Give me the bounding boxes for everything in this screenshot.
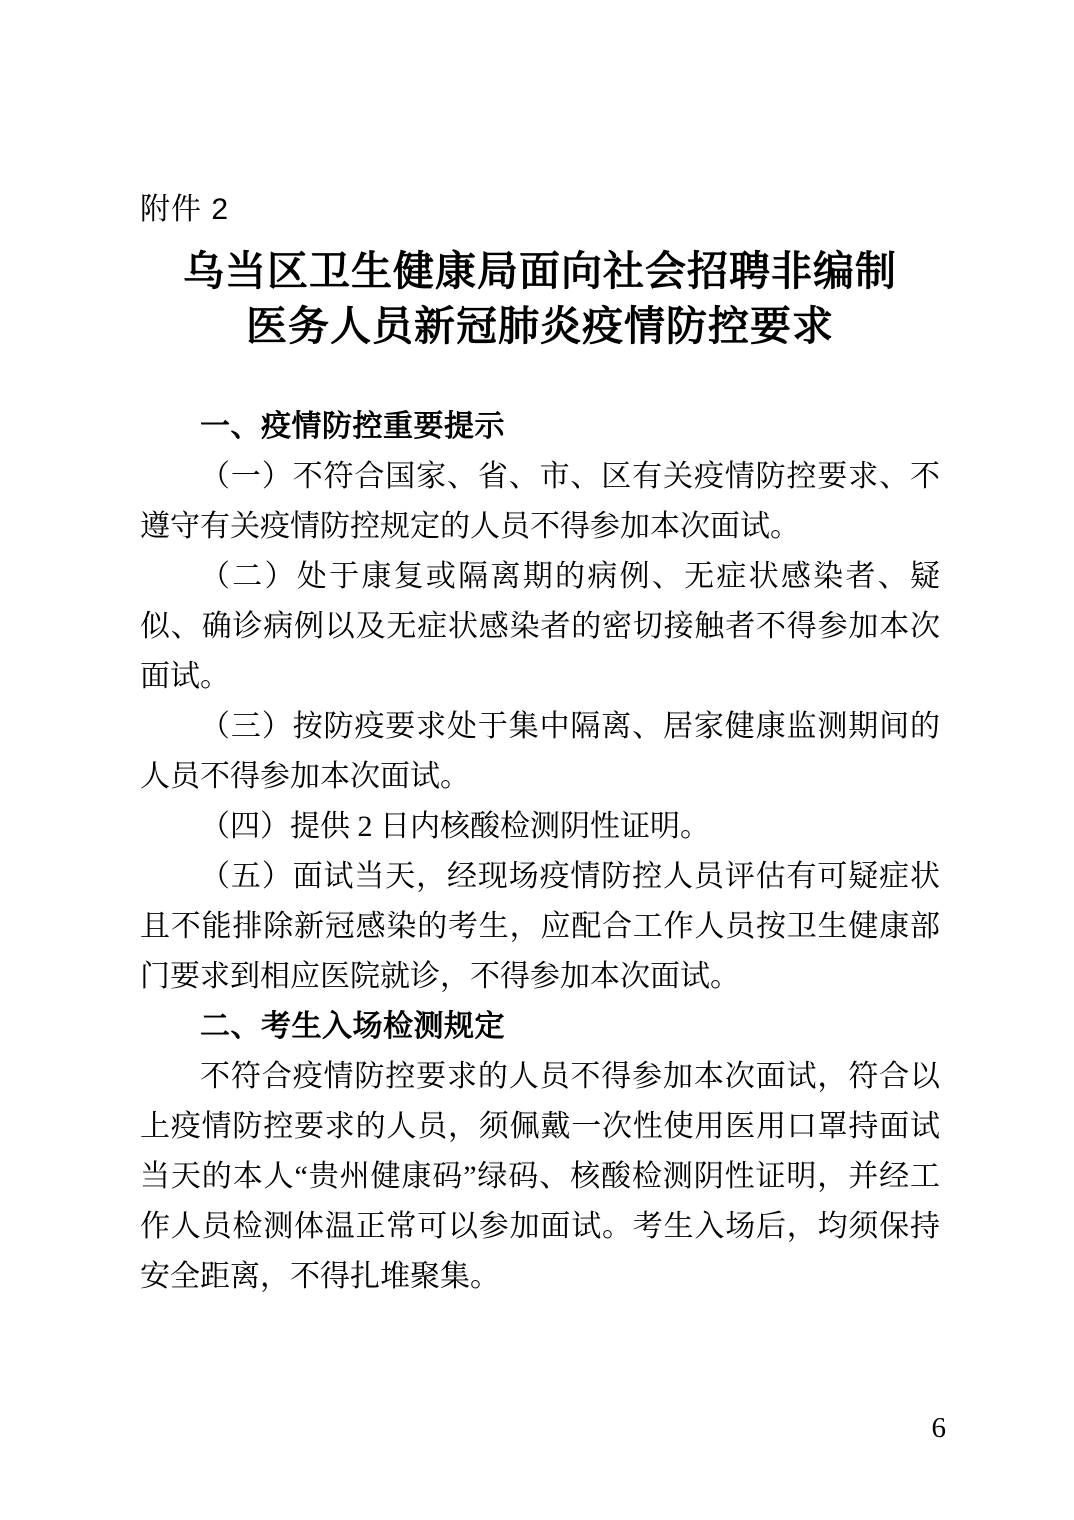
section-2-heading: 二、考生入场检测规定 bbox=[200, 1010, 505, 1043]
attachment-label: 附件 2 bbox=[140, 193, 230, 226]
document-content bbox=[140, 192, 940, 1302]
document-body bbox=[140, 402, 940, 1302]
page-number: 6 bbox=[931, 1412, 946, 1444]
section-2-paragraph-1: 不符合疫情防控要求的人员不得参加本次面试，符合以上疫情防控要求的人员，须佩戴一次性使用医用口罩持面试当天的本人“贵州健康码”绿码、核酸检测阴性证明，并经工作人员检测体温正常可以参加面试。考生入场后，均须保持安全距离，不得扎堆聚集。 bbox=[140, 1060, 940, 1293]
section-1-paragraph-3: （三）按防疫要求处于集中隔离、居家健康监测期间的人员不得参加本次面试。 bbox=[140, 710, 940, 793]
document-title-line-2: 医务人员新冠肺炎疫情防控要求 bbox=[246, 303, 834, 349]
document-title-line-1: 乌当区卫生健康局面向社会招聘非编制 bbox=[183, 248, 897, 294]
section-1-paragraph-2: （二）处于康复或隔离期的病例、无症状感染者、疑似、确诊病例以及无症状感染者的密切接触者不得参加本次面试。 bbox=[140, 560, 940, 693]
section-1-paragraph-5: （五）面试当天，经现场疫情防控人员评估有可疑症状且不能排除新冠感染的考生，应配合工作人员按卫生健康部门要求到相应医院就诊，不得参加本次面试。 bbox=[140, 860, 940, 993]
section-1-paragraph-4: （四）提供 2 日内核酸检测阴性证明。 bbox=[200, 810, 710, 843]
document-title bbox=[140, 244, 940, 354]
section-1-heading: 一、疫情防控重要提示 bbox=[200, 410, 505, 443]
section-1-paragraph-1: （一）不符合国家、省、市、区有关疫情防控要求、不遵守有关疫情防控规定的人员不得参加本次面试。 bbox=[140, 460, 940, 543]
